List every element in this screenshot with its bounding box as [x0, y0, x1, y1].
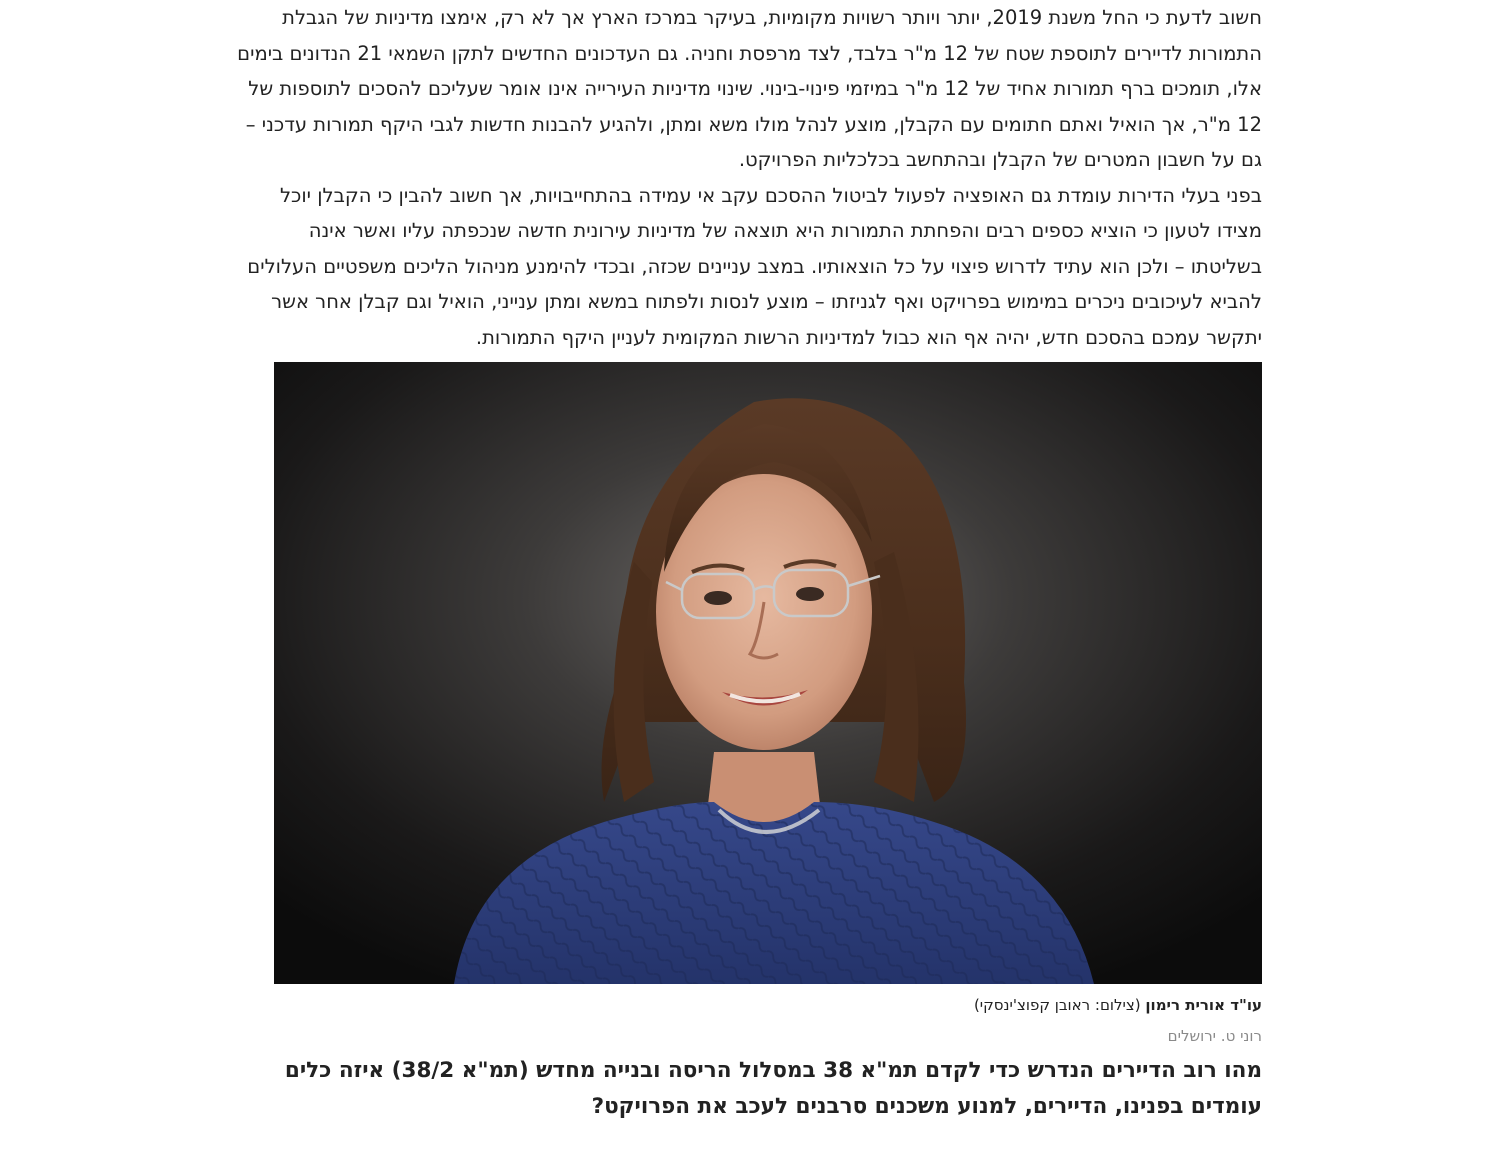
portrait-illustration	[274, 362, 1262, 984]
article-paragraph: חשוב לדעת כי החל משנת 2019, יותר ויותר רשויות מקומיות, בעיקר במרכז הארץ אך לא רק, אימצו מדיניות של הגבלת התמורות לדיירים לתוספת שטח של 12 מ"ר בלבד, לצד מרפסת וחניה. גם העדכונים החדשים לתקן השמאי 21 הנדונים בימים אלו, תומכים ברף תמורות אחיד של 12 מ"ר במיזמי פינוי-בינוי. שינוי מדיניות העירייה אינו אומר שעליכם להסכים לתוספות של 12 מ"ר, אך הואיל ואתם חתומים עם הקבלן, מוצע לנהל מולו משא ומתן, ולהגיע להבנות חדשות לגבי היקף תמורות עדכני – גם על חשבון המטרים של הקבלן ובהתחשב בכלכליות הפרויקט.	[237, 6, 1262, 171]
photo-caption	[274, 994, 1262, 1016]
caption-name: עו"ד אורית רימון	[1145, 996, 1262, 1014]
question-heading: מהו רוב הדיירים הנדרש כדי לקדם תמ"א 38 במסלול הריסה ובנייה מחדש (תמ"א 38/2) איזה כלים עומדים בפנינו, הדיירים, למנוע משכנים סרבנים לעכב את הפרויקט?	[284, 1058, 1262, 1119]
question-byline: רוני ט. ירושלים	[1167, 1027, 1262, 1045]
caption-credit: (צילום: ראובן קפוצ'ינסקי)	[973, 996, 1141, 1014]
article-paragraph: בפני בעלי הדירות עומדת גם האופציה לפעול לביטול ההסכם עקב אי עמידה בהתחייבויות, אך חשוב להבין כי הקבלן יוכל מצידו לטעון כי הוציא כספים רבים והפחתת התמורות היא תוצאה של מדיניות עירונית חדשה שנכפתה עליו ואשר אינה בשליטתו – ולכן הוא עתיד לדרוש פיצוי על כל הוצאותיו. במצב עניינים שכזה, ובכדי להימנע מניהול הליכים משפטיים העלולים להביא לעיכובים ניכרים במימוש בפרויקט ואף לגניזתו – מוצע לנסות ולפתוח במשא ומתן ענייני, הואיל וגם קבלן אחר אשר יתקשר עמכם בהסכם חדש, יהיה אף הוא כבול למדיניות הרשות המקומית לעניין היקף התמורות.	[247, 183, 1262, 349]
article-body	[232, 0, 1262, 1125]
portrait-photo	[274, 362, 1262, 984]
